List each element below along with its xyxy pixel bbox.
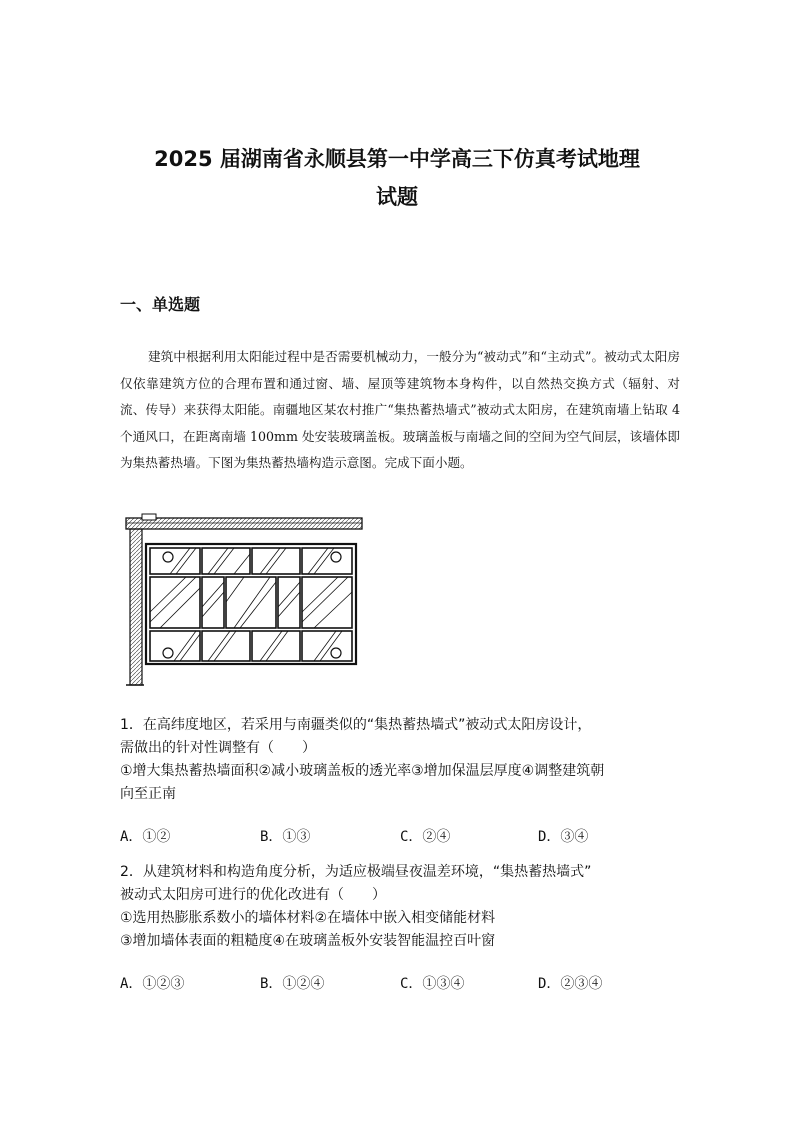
question-1-option-a[interactable]: A．①② [120,829,171,845]
title-line-2: 试题 [376,185,418,209]
question-1-stem [120,714,685,806]
question-2-items-line-2: ③增加墙体表面的粗糙度④在玻璃盖板外安装智能温控百叶窗 [120,933,496,949]
vent-top-right [331,552,341,562]
vent-bottom-left [163,648,173,658]
question-1-option-b[interactable]: B．①③ [260,829,311,845]
question-1-stem-line-2: 需做出的针对性调整有（ ） [120,740,316,756]
question-2-option-c[interactable]: C．①③④ [400,976,465,992]
question-2-stem-line-2: 被动式太阳房可进行的优化改进有（ ） [120,887,386,903]
question-2-options [120,973,680,995]
roof-slab [126,514,362,529]
question-1-stem-line-1: 1．在高纬度地区，若采用与南疆类似的“集热蓄热墙式”被动式太阳房设计， [120,717,592,733]
title-line-1: 2025 届湖南省永顺县第一中学高三下仿真考试地理 [154,147,640,171]
question-1-items-line-1: ①增大集热蓄热墙面积②减小玻璃盖板的透光率③增加保温层厚度④调整建筑朝 [120,763,605,779]
question-2-option-b[interactable]: B．①②④ [260,976,325,992]
section-heading: 一、单选题 [120,295,201,314]
question-2-stem [120,861,685,953]
question-1-items-line-2: 向至正南 [120,786,176,802]
question-2-option-d[interactable]: D．②③④ [538,976,603,992]
question-2-stem-line-1: 2．从建筑材料和构造角度分析，为适应极端昼夜温差环境，“集热蓄热墙式” [120,864,592,880]
question-2-option-a[interactable]: A．①②③ [120,976,185,992]
vent-top-left [163,552,173,562]
vent-bottom-right [331,648,341,658]
reading-passage: 建筑中根据利用太阳能过程中是否需要机械动力，一般分为“被动式”和“主动式”。被动式太阳房仅依靠建筑方位的合理布置和通过窗、墙、屋顶等建筑物本身构件，以自然热交换方式（辐射、对流、传导）来获得太阳能。南疆地区某农村推广“集热蓄热墙式”被动式太阳房，在建筑南墙上钻取 4 个通风口，在距离南墙 100mm 处安装玻璃盖板。玻璃盖板与南墙之间的空间为空气间层，该墙体即为集热蓄热墙。下图为集热蓄热墙构造示意图。完成下面小题。 [120,349,680,470]
question-2-items-line-1: ①选用热膨胀系数小的墙体材料②在墙体中嵌入相变储能材料 [120,910,496,926]
question-1-options [120,826,680,848]
question-1-option-d[interactable]: D．③④ [538,829,589,845]
south-wall-section [126,529,144,685]
document-title [100,140,694,216]
question-1-option-c[interactable]: C．②④ [400,829,451,845]
collector-wall-diagram [124,512,364,688]
